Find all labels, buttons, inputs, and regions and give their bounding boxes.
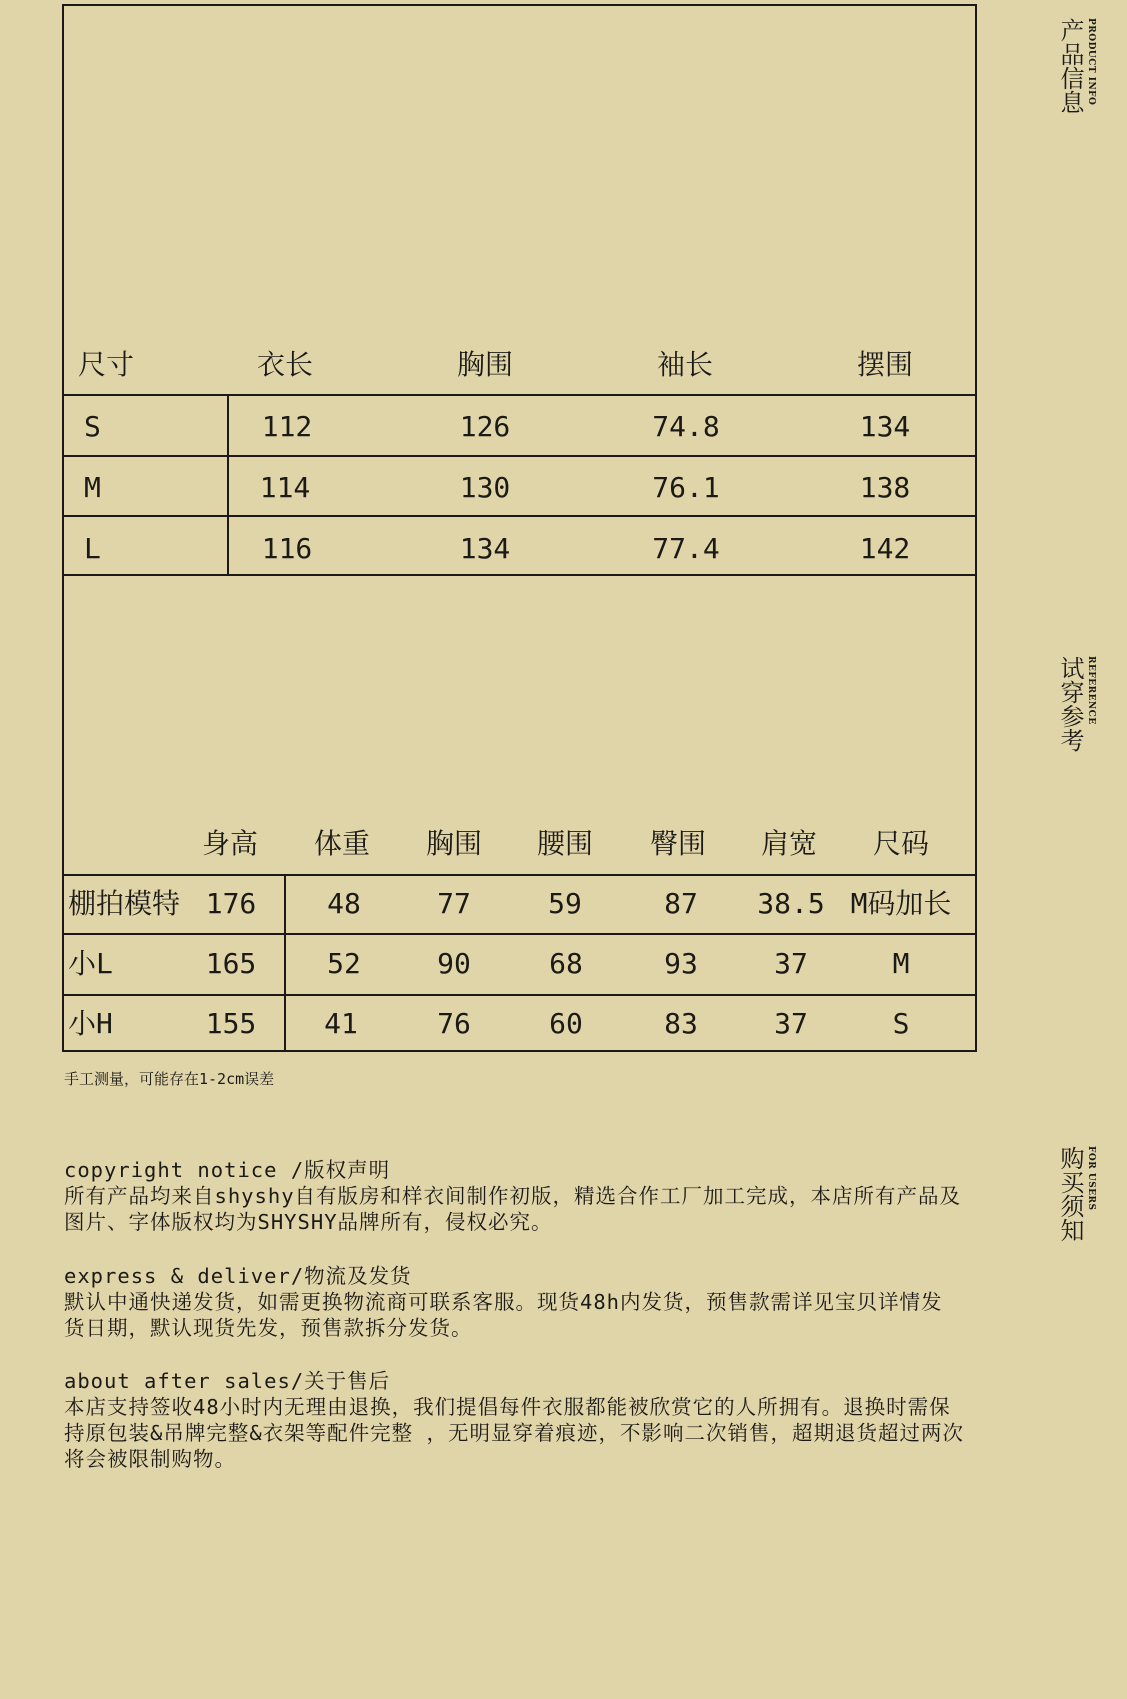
fit-table-cell: 176 [205,887,257,920]
size-table-cell: 74.8 [652,410,720,443]
fit-table-row-rule [62,994,977,996]
size-table-bottom-rule [62,574,977,576]
fit-table-cell: 41 [324,1007,358,1040]
fit-table-cell: 38.5 [757,887,825,920]
size-table-header: 袖长 [656,348,714,381]
size-table-cell: 76.1 [652,471,720,504]
fit-table-cell: 76 [437,1007,471,1040]
fit-table-header: 肩宽 [760,827,818,860]
size-table-cell: S [84,410,101,443]
size-table-cell: M [84,471,101,504]
fit-table-cell: 棚拍模特 [68,887,181,920]
size-table-cell: 134 [459,532,511,565]
fit-table-header-rule [62,874,977,876]
fit-table-cell: 68 [549,947,583,980]
fit-table-header: 臀围 [649,827,707,860]
fit-table-cell: 48 [327,887,361,920]
size-table-cell: 126 [459,410,511,443]
size-table-header: 尺寸 [78,348,135,381]
section-line: 将会被限制购物。 [64,1447,236,1471]
size-table-cell: 116 [261,532,313,565]
fit-table-header: 体重 [313,827,371,860]
size-table-row-rule [62,515,977,517]
size-table-cell: 114 [259,471,311,504]
size-table-header: 摆围 [856,348,914,381]
section-title: express & deliver/物流及发货 [64,1264,412,1288]
size-table-cell: 112 [261,410,313,443]
fit-table-header: 腰围 [536,827,594,860]
size-table-cell: 142 [859,532,911,565]
side-label-for-users: 购买须知 [1056,1146,1084,1242]
section-line: 货日期，默认现货先发，预售款拆分发货。 [64,1316,473,1340]
section-line: 所有产品均来自shyshy自有版房和样衣间制作初版，精选合作工厂加工完成，本店所有产品及 [64,1184,962,1208]
size-table-header-rule [62,394,977,396]
section-line: 持原包装&吊牌完整&衣架等配件完整 ，无明显穿着痕迹，不影响二次销售，超期退货超过两次 [64,1421,965,1445]
side-label-reference-en: REFERENCE [1086,656,1096,725]
express-section [64,1263,984,1341]
fit-table-cell: S [892,1007,910,1040]
fit-table-cell: 77 [437,887,471,920]
side-label-for-users-en: FOR USERS [1086,1146,1096,1211]
fit-table-cell: 87 [664,887,698,920]
copyright-section [64,1157,984,1235]
size-table-cell: 138 [859,471,911,504]
fit-table-cell: 59 [548,887,582,920]
size-table-cell: 134 [859,410,911,443]
fit-table-cell: 60 [549,1007,583,1040]
fit-table-row-rule [62,933,977,935]
size-table-header: 衣长 [256,348,314,381]
fit-table-cell: 小H [68,1007,113,1040]
fit-table-cell: M [892,947,910,980]
size-table-cell: 130 [459,471,511,504]
after-sales-section [64,1368,984,1472]
size-table-row-rule [62,455,977,457]
size-table-column-rule [227,394,229,576]
fit-table-cell: 83 [664,1007,698,1040]
fit-table-cell: 52 [327,947,361,980]
fit-table-header: 身高 [201,827,259,860]
fit-table-cell: 165 [205,947,257,980]
fit-table-cell: 93 [664,947,698,980]
fit-table-cell: 90 [437,947,471,980]
tables-frame [62,4,977,1052]
fit-table-cell: 37 [774,1007,808,1040]
section-title: about after sales/关于售后 [64,1369,391,1393]
section-line: 图片、字体版权均为SHYSHY品牌所有，侵权必究。 [64,1210,553,1234]
size-table-cell: L [84,532,101,565]
side-label-reference: 试穿参考 [1056,656,1084,752]
section-line: 默认中通快递发货，如需更换物流商可联系客服。现货48h内发货，预售款需详见宝贝详情发 [64,1290,943,1314]
fit-table-cell: 37 [774,947,808,980]
fit-table-column-rule [284,874,286,1052]
fit-table-cell: 小L [68,947,113,980]
size-table-cell: 77.4 [652,532,720,565]
fit-table-header: 尺码 [872,827,930,860]
section-line: 本店支持签收48小时内无理由退换，我们提倡每件衣服都能被欣赏它的人所拥有。退换时需保 [64,1395,951,1419]
fit-table-cell: M码加长 [850,887,952,920]
side-label-product-info: 产品信息 [1056,18,1084,114]
measurement-note: 手工测量，可能存在1-2cm误差 [64,1070,275,1088]
size-table-header: 胸围 [456,348,514,381]
section-title: copyright notice /版权声明 [64,1158,391,1182]
fit-table-header: 胸围 [425,827,483,860]
fit-table-cell: 155 [205,1007,257,1040]
side-label-product-info-en: PRODUCT INFO [1086,18,1096,106]
